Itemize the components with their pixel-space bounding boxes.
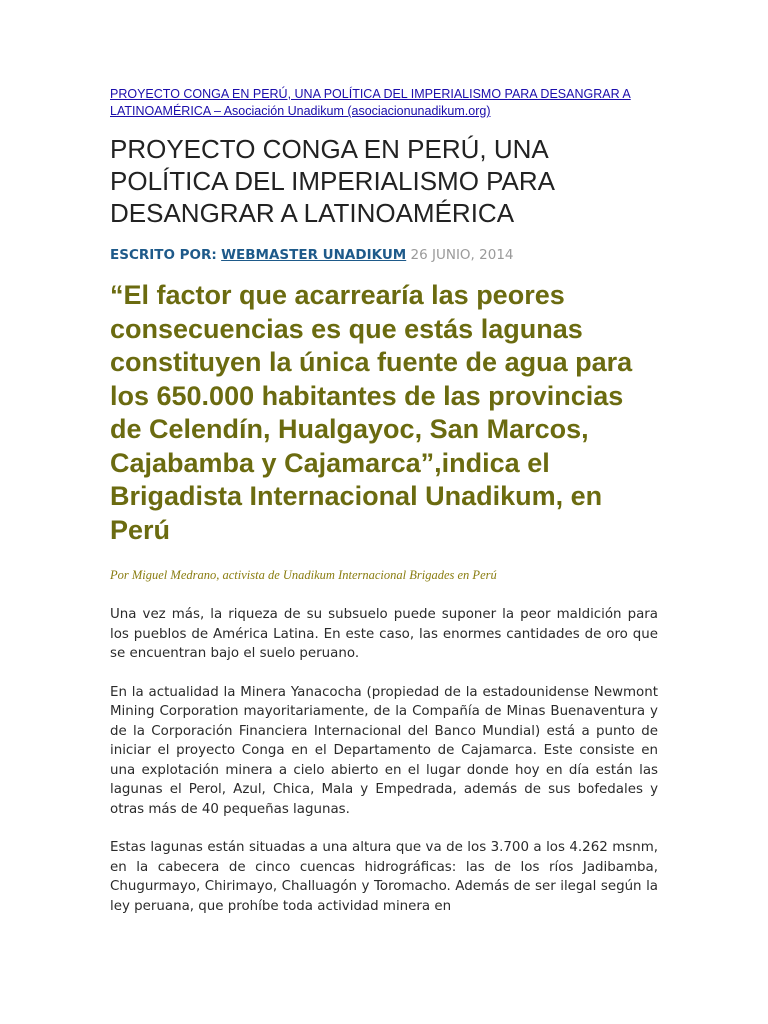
document-page (110, 86, 658, 916)
byline-label: ESCRITO POR: (110, 247, 217, 263)
source-link[interactable]: PROYECTO CONGA EN PERÚ, UNA POLÍTICA DEL IMPERIALISMO PARA DESANGRAR A LATINOAMÉRICA – Asociación Unadikum (asociacionunadikum.org) (110, 87, 631, 118)
author-note: Por Miguel Medrano, activista de Unadikum Internacional Brigades en Perú (110, 568, 497, 582)
article-title: PROYECTO CONGA EN PERÚ, UNA POLÍTICA DEL IMPERIALISMO PARA DESANGRAR A LATINOAMÉRICA (110, 134, 554, 228)
paragraph-2: En la actualidad la Minera Yanacocha (propiedad de la estadounidense Newmont Mining Corporation mayoritariamente, de la Compañía de Minas Buenaventura y de la Corporación Financiera Internacional del Banco Mundial) está a punto de iniciar el proyecto Conga en el Departamento de Cajamarca. Este consiste en una explotación minera a cielo abierto en el lugar donde hoy en día están las lagunas el Perol, Azul, Chica, Mala y Empedrada, además de sus bofedales y otras más de 40 pequeñas lagunas. (110, 684, 658, 817)
author-link[interactable]: WEBMASTER UNADIKUM (221, 247, 407, 263)
article-headline: “El factor que acarrearía las peores consecuencias es que estás lagunas constituyen la única fuente de agua para los 650.000 habitantes de las provincias de Celendín, Hualgayoc, San Marcos, Cajabamba y Cajamarca”,indica el Brigadista Internacional Unadikum, en Perú (110, 280, 633, 545)
paragraph-3: Estas lagunas están situadas a una altura que va de los 3.700 a los 4.262 msnm, en la cabecera de cinco cuencas hidrográficas: las de los ríos Jadibamba, Chugurmayo, Chirimayo, Challuagón y Toromacho. Además de ser ilegal según la ley peruana, que prohíbe toda actividad minera en (110, 840, 658, 914)
byline (110, 245, 658, 265)
paragraph-1: Una vez más, la riqueza de su subsuelo puede suponer la peor maldición para los pueblos de América Latina. En este caso, las enormes cantidades de oro que se encuentran bajo el suelo peruano. (110, 607, 658, 661)
publish-date: 26 JUNIO, 2014 (410, 247, 514, 263)
